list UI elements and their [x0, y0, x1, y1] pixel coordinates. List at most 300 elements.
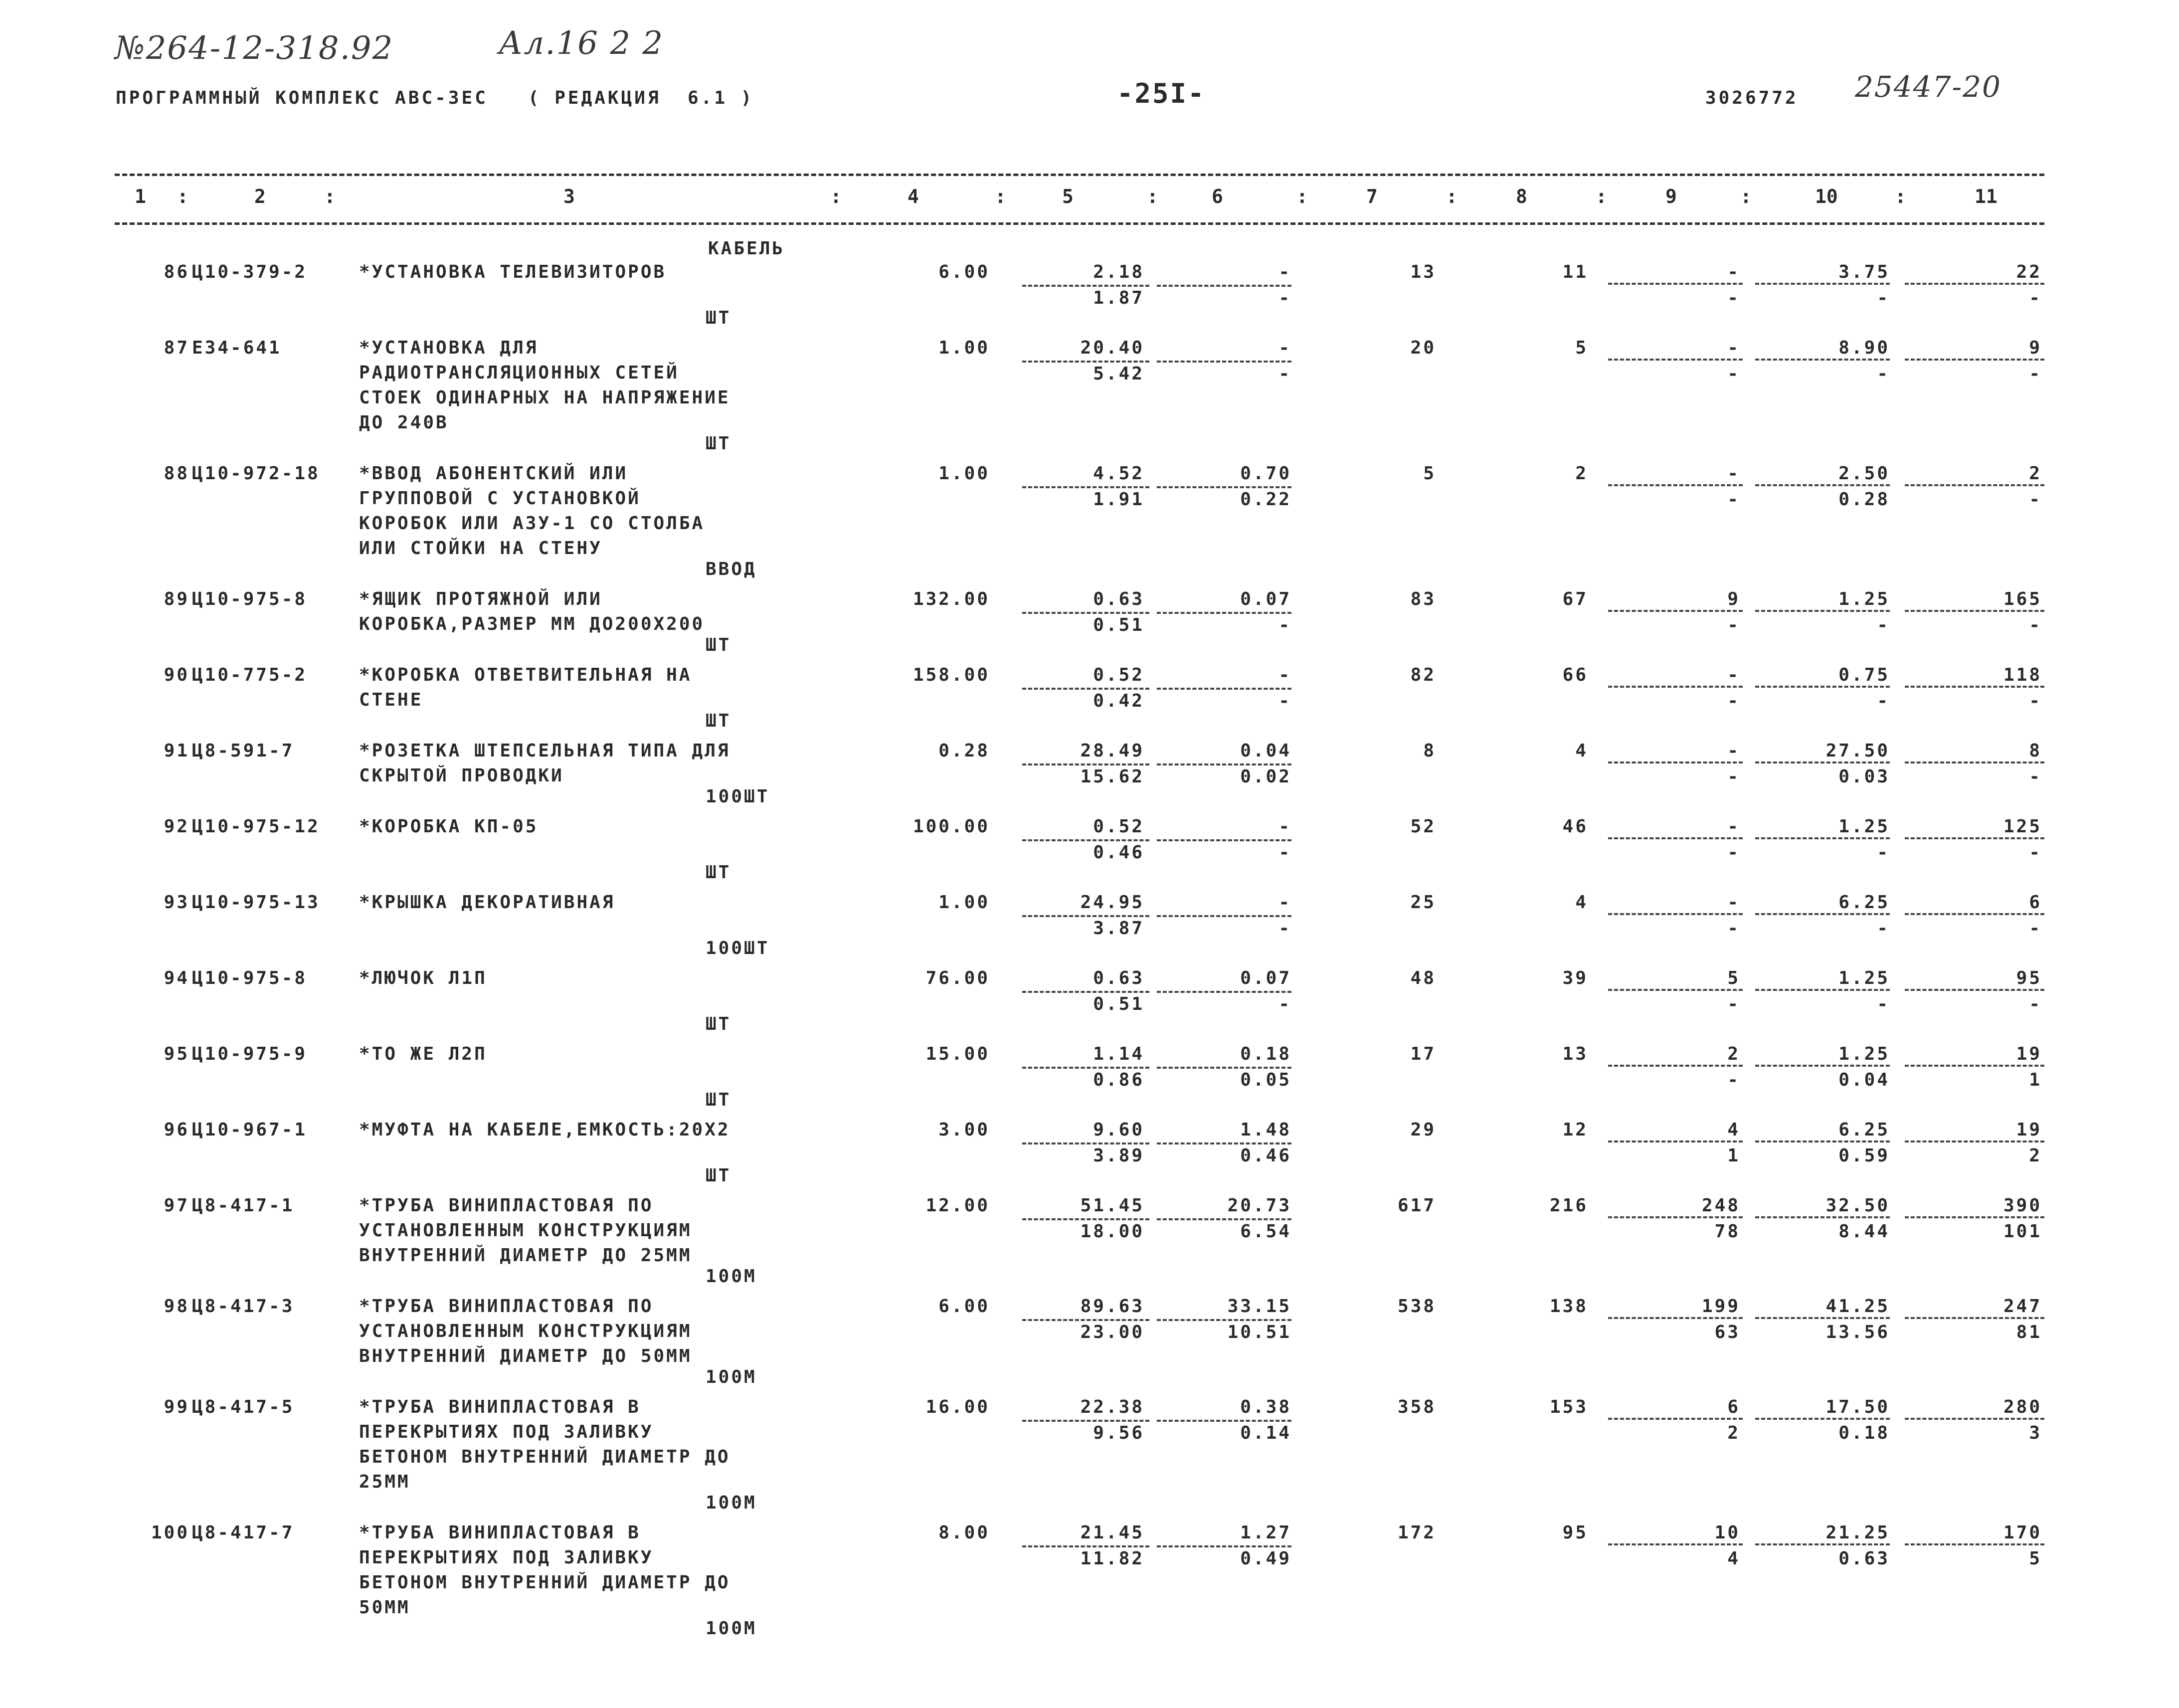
unit-machine-wages: 0.14	[1240, 1423, 1291, 1443]
row-separator	[1755, 1418, 1890, 1420]
labor-total: 19	[2016, 1120, 2042, 1140]
unit-machine-cost: 20.73	[1227, 1195, 1291, 1216]
unit-wages: 18.00	[1080, 1221, 1144, 1242]
row-separator	[1022, 1319, 1149, 1321]
total-cost: 13	[1410, 262, 1436, 282]
work-name: *ЯЩИК ПРОТЯЖНОЙ ИЛИ	[359, 589, 602, 609]
labor-machine-unit: -	[1877, 994, 1890, 1014]
row-separator	[1022, 1420, 1149, 1422]
unit-of-measure: ШТ	[706, 1014, 731, 1034]
labor-machine-unit: -	[1877, 691, 1890, 711]
unit-machine-wages: 0.02	[1240, 766, 1291, 787]
labor-unit: 27.50	[1825, 741, 1890, 761]
total-machine-wages: -	[1727, 489, 1740, 510]
labor-unit: 8.90	[1838, 338, 1890, 358]
labor-total: 247	[2003, 1296, 2042, 1317]
row-separator	[1905, 484, 2044, 486]
labor-unit: 0.75	[1838, 665, 1890, 685]
page-number: -25I-	[1117, 78, 1206, 109]
work-name: СТЕНЕ	[359, 690, 423, 710]
total-machine-wages: -	[1727, 615, 1740, 635]
column-separator: :	[324, 186, 336, 207]
unit-cost: 4.52	[1093, 463, 1144, 484]
row-separator	[1608, 1543, 1743, 1545]
total-wages: 2	[1575, 463, 1588, 484]
row-separator	[1905, 761, 2044, 763]
rate-code: Ц10-775-2	[192, 665, 308, 685]
unit-machine-cost: 0.04	[1240, 741, 1291, 761]
total-machine-wages: -	[1727, 994, 1740, 1014]
unit-machine-cost: -	[1278, 665, 1291, 685]
unit-cost: 2.18	[1093, 262, 1144, 282]
quantity: 0.28	[938, 741, 990, 761]
work-name: *РОЗЕТКА ШТЕПСЕЛЬНАЯ ТИПА ДЛЯ	[359, 741, 730, 761]
labor-total: 2	[2029, 463, 2042, 484]
row-separator	[1608, 761, 1743, 763]
row-separator	[1157, 763, 1291, 765]
labor-unit: 17.50	[1825, 1397, 1890, 1417]
row-separator	[1022, 1067, 1149, 1069]
total-cost: 29	[1410, 1120, 1436, 1140]
quantity: 100.00	[912, 816, 990, 837]
row-separator	[1022, 763, 1149, 765]
unit-wages: 9.56	[1093, 1423, 1144, 1443]
row-separator	[1157, 612, 1291, 614]
total-cost: 52	[1410, 816, 1436, 837]
rate-code: Ц10-975-12	[192, 816, 320, 837]
total-machine: -	[1727, 262, 1740, 282]
unit-of-measure: 100М	[706, 1367, 757, 1387]
total-machine: 199	[1701, 1296, 1740, 1317]
handwritten-code: 25447-20	[1855, 70, 2001, 104]
quantity: 158.00	[912, 665, 990, 685]
total-machine: -	[1727, 463, 1740, 484]
total-wages: 4	[1575, 741, 1588, 761]
quantity: 8.00	[938, 1522, 990, 1543]
quantity: 1.00	[938, 463, 990, 484]
total-machine-wages: -	[1727, 364, 1740, 384]
labor-total: 165	[2003, 589, 2042, 609]
row-separator	[1157, 285, 1291, 287]
row-separator	[1157, 1067, 1291, 1069]
rate-code: Ц8-417-3	[192, 1296, 295, 1317]
column-separator: :	[1446, 186, 1457, 207]
labor-machine-total: 101	[2003, 1221, 2042, 1242]
row-separator	[1022, 612, 1149, 614]
row-separator	[1905, 913, 2044, 915]
row-separator	[1608, 359, 1743, 361]
row-separator	[1157, 1142, 1291, 1144]
unit-wages: 15.62	[1080, 766, 1144, 787]
labor-unit: 1.25	[1838, 589, 1890, 609]
rate-code: Ц10-975-8	[192, 968, 308, 988]
work-name: БЕТОНОМ ВНУТРЕННИЙ ДИАМЕТР ДО	[359, 1447, 730, 1467]
row-separator	[1157, 361, 1291, 363]
total-machine: -	[1727, 665, 1740, 685]
total-cost: 20	[1410, 338, 1436, 358]
carry-unit: КАБЕЛЬ	[708, 238, 785, 259]
quantity: 1.00	[938, 338, 990, 358]
row-separator	[1022, 285, 1149, 287]
labor-machine-unit: 8.44	[1838, 1221, 1890, 1242]
work-name: *ТРУБА ВИНИПЛАСТОВАЯ В	[359, 1522, 641, 1543]
quantity: 6.00	[938, 1296, 990, 1317]
row-separator	[1157, 991, 1291, 993]
row-separator	[1905, 359, 2044, 361]
total-cost: 83	[1410, 589, 1436, 609]
labor-machine-unit: -	[1877, 615, 1890, 635]
total-machine: 248	[1701, 1195, 1740, 1216]
row-number: 86	[164, 262, 189, 282]
unit-cost: 21.45	[1080, 1522, 1144, 1543]
row-separator	[1755, 761, 1890, 763]
labor-total: 19	[2016, 1044, 2042, 1064]
total-cost: 17	[1410, 1044, 1436, 1064]
row-separator	[1608, 283, 1743, 285]
column-separator: :	[177, 186, 188, 207]
row-separator	[1022, 1218, 1149, 1220]
rate-code: Ц10-975-13	[192, 892, 320, 913]
work-name: СТОЕК ОДИНАРНЫХ НА НАПРЯЖЕНИЕ	[359, 387, 730, 408]
unit-of-measure: 100М	[706, 1266, 757, 1287]
total-cost: 8	[1423, 741, 1436, 761]
total-cost: 25	[1410, 892, 1436, 913]
unit-cost: 51.45	[1080, 1195, 1144, 1216]
row-separator	[1905, 989, 2044, 991]
work-name: ВНУТРЕННИЙ ДИАМЕТР ДО 50ММ	[359, 1346, 692, 1366]
total-cost: 538	[1397, 1296, 1436, 1317]
rate-code: Ц8-417-7	[192, 1522, 295, 1543]
row-separator	[1755, 1140, 1890, 1142]
row-separator	[1608, 484, 1743, 486]
row-number: 92	[164, 816, 189, 837]
labor-machine-unit: -	[1877, 918, 1890, 939]
total-wages: 153	[1549, 1397, 1588, 1417]
row-separator	[1905, 283, 2044, 285]
column-header-11: 11	[1975, 186, 1997, 207]
row-separator	[1608, 1216, 1743, 1218]
unit-machine-cost: 0.70	[1240, 463, 1291, 484]
labor-unit: 32.50	[1825, 1195, 1890, 1216]
work-name: ГРУППОВОЙ С УСТАНОВКОЙ	[359, 488, 641, 509]
total-wages: 216	[1549, 1195, 1588, 1216]
row-separator	[1905, 1317, 2044, 1319]
total-machine: 4	[1727, 1120, 1740, 1140]
total-wages: 39	[1562, 968, 1588, 988]
unit-machine-wages: 0.49	[1240, 1548, 1291, 1569]
unit-machine-wages: 0.22	[1240, 489, 1291, 510]
unit-wages: 0.51	[1093, 615, 1144, 635]
row-separator	[1022, 486, 1149, 488]
unit-wages: 3.89	[1093, 1145, 1144, 1166]
column-header-2: 2	[254, 186, 266, 207]
unit-machine-cost: -	[1278, 816, 1291, 837]
row-number: 98	[164, 1296, 189, 1317]
row-number: 87	[164, 338, 189, 358]
rate-code: Ц8-417-1	[192, 1195, 295, 1216]
row-separator	[1157, 1319, 1291, 1321]
row-separator	[1755, 484, 1890, 486]
quantity: 3.00	[938, 1120, 990, 1140]
labor-unit: 1.25	[1838, 968, 1890, 988]
row-number: 95	[164, 1044, 189, 1064]
total-machine-wages: -	[1727, 766, 1740, 787]
row-separator	[1905, 837, 2044, 839]
unit-machine-cost: 1.27	[1240, 1522, 1291, 1543]
program-title: ПРОГРАММНЫЙ КОМПЛЕКС АВС-3ЕС ( РЕДАКЦИЯ 6.1 )	[116, 88, 754, 108]
total-wages: 46	[1562, 816, 1588, 837]
total-machine: 5	[1727, 968, 1740, 988]
work-name: *ТРУБА ВИНИПЛАСТОВАЯ В	[359, 1397, 641, 1417]
unit-machine-wages: -	[1278, 691, 1291, 711]
work-name: *ЛЮЧОК Л1П	[359, 968, 487, 988]
total-cost: 358	[1397, 1397, 1436, 1417]
unit-machine-wages: -	[1278, 994, 1291, 1014]
total-machine-wages: 63	[1714, 1322, 1740, 1342]
work-name: ПЕРЕКРЫТИЯХ ПОД ЗАЛИВКУ	[359, 1422, 654, 1442]
rate-code: Е34-641	[192, 338, 282, 358]
quantity: 16.00	[925, 1397, 990, 1417]
work-name: *КРЫШКА ДЕКОРАТИВНАЯ	[359, 892, 615, 913]
labor-machine-unit: 0.04	[1838, 1070, 1890, 1090]
row-separator	[1608, 610, 1743, 612]
total-machine: -	[1727, 741, 1740, 761]
row-separator	[1157, 1545, 1291, 1547]
unit-machine-wages: -	[1278, 364, 1291, 384]
row-number: 89	[164, 589, 189, 609]
labor-machine-unit: -	[1877, 364, 1890, 384]
column-header-9: 9	[1665, 186, 1677, 207]
labor-machine-total: -	[2029, 364, 2042, 384]
total-cost: 617	[1397, 1195, 1436, 1216]
row-number: 94	[164, 968, 189, 988]
work-name: СКРЫТОЙ ПРОВОДКИ	[359, 765, 564, 786]
work-name: *ТРУБА ВИНИПЛАСТОВАЯ ПО	[359, 1195, 654, 1216]
row-separator	[1608, 837, 1743, 839]
work-name: *ВВОД АБОНЕНТСКИЙ ИЛИ	[359, 463, 628, 484]
row-separator	[1755, 913, 1890, 915]
unit-machine-cost: 0.38	[1240, 1397, 1291, 1417]
row-number: 97	[164, 1195, 189, 1216]
unit-machine-wages: 0.46	[1240, 1145, 1291, 1166]
unit-of-measure: 100М	[706, 1493, 757, 1513]
row-separator	[1755, 359, 1890, 361]
work-name: КОРОБКА,РАЗМЕР ММ ДО200Х200	[359, 614, 705, 634]
labor-machine-total: 3	[2029, 1423, 2042, 1443]
row-number: 96	[164, 1120, 189, 1140]
column-separator: :	[1147, 186, 1158, 207]
row-separator	[1022, 1545, 1149, 1547]
row-separator	[1157, 839, 1291, 841]
unit-cost: 0.63	[1093, 589, 1144, 609]
unit-machine-cost: 0.07	[1240, 589, 1291, 609]
total-cost: 82	[1410, 665, 1436, 685]
total-wages: 138	[1549, 1296, 1588, 1317]
row-separator	[1755, 837, 1890, 839]
labor-unit: 6.25	[1838, 892, 1890, 913]
unit-cost: 1.14	[1093, 1044, 1144, 1064]
row-separator	[1905, 1140, 2044, 1142]
labor-machine-total: 1	[2029, 1070, 2042, 1090]
unit-machine-cost: 0.18	[1240, 1044, 1291, 1064]
quantity: 15.00	[925, 1044, 990, 1064]
unit-cost: 9.60	[1093, 1120, 1144, 1140]
unit-cost: 22.38	[1080, 1397, 1144, 1417]
unit-wages: 23.00	[1080, 1322, 1144, 1342]
row-number: 93	[164, 892, 189, 913]
row-separator	[1022, 839, 1149, 841]
labor-machine-total: -	[2029, 489, 2042, 510]
row-separator	[1608, 686, 1743, 688]
total-machine-wages: -	[1727, 1070, 1740, 1090]
unit-machine-cost: 1.48	[1240, 1120, 1291, 1140]
labor-total: 170	[2003, 1522, 2042, 1543]
work-name: ДО 240В	[359, 412, 449, 433]
work-name: КОРОБОК ИЛИ АЗУ-1 СО СТОЛБА	[359, 513, 705, 534]
row-separator	[1755, 1065, 1890, 1067]
row-separator	[1157, 486, 1291, 488]
row-separator	[1755, 610, 1890, 612]
column-separator: :	[1895, 186, 1906, 207]
row-separator	[1022, 361, 1149, 363]
unit-of-measure: ШТ	[706, 308, 731, 328]
labor-unit: 2.50	[1838, 463, 1890, 484]
column-header-7: 7	[1366, 186, 1378, 207]
column-separator: :	[830, 186, 842, 207]
column-header-5: 5	[1062, 186, 1074, 207]
unit-of-measure: ШТ	[706, 711, 731, 731]
document-code: 3026772	[1705, 88, 1799, 108]
unit-of-measure: ШТ	[706, 635, 731, 655]
column-header-1: 1	[135, 186, 146, 207]
row-separator	[1608, 913, 1743, 915]
unit-wages: 3.87	[1093, 918, 1144, 939]
total-machine-wages: 4	[1727, 1548, 1740, 1569]
work-name: *МУФТА НА КАБЕЛЕ,ЕМКОСТЬ:20Х2	[359, 1120, 730, 1140]
unit-machine-wages: -	[1278, 842, 1291, 863]
row-separator	[1755, 1543, 1890, 1545]
rate-code: Ц10-972-18	[192, 463, 320, 484]
row-number: 99	[164, 1397, 189, 1417]
labor-total: 280	[2003, 1397, 2042, 1417]
labor-machine-total: -	[2029, 766, 2042, 787]
total-machine: -	[1727, 816, 1740, 837]
column-separator: :	[1296, 186, 1308, 207]
total-machine-wages: 2	[1727, 1423, 1740, 1443]
column-separator: :	[1596, 186, 1607, 207]
total-wages: 13	[1562, 1044, 1588, 1064]
unit-cost: 28.49	[1080, 741, 1144, 761]
labor-machine-unit: 0.28	[1838, 489, 1890, 510]
unit-machine-cost: -	[1278, 892, 1291, 913]
column-header-3: 3	[563, 186, 575, 207]
labor-unit: 6.25	[1838, 1120, 1890, 1140]
labor-machine-total: -	[2029, 994, 2042, 1014]
rate-code: Ц10-975-9	[192, 1044, 308, 1064]
rate-code: Ц10-379-2	[192, 262, 308, 282]
row-separator	[1608, 1317, 1743, 1319]
labor-machine-total: -	[2029, 918, 2042, 939]
row-separator	[1755, 283, 1890, 285]
handwritten-album: Ал.16 2 2	[499, 25, 664, 62]
header-bottom-rule	[115, 222, 2044, 225]
unit-of-measure: ШТ	[706, 1090, 731, 1110]
total-machine-wages: 78	[1714, 1221, 1740, 1242]
work-name: *УСТАНОВКА ТЕЛЕВИЗИТОРОВ	[359, 262, 667, 282]
row-separator	[1905, 1065, 2044, 1067]
total-wages: 4	[1575, 892, 1588, 913]
row-separator	[1022, 1142, 1149, 1144]
labor-machine-total: -	[2029, 691, 2042, 711]
column-header-6: 6	[1212, 186, 1223, 207]
total-machine: 6	[1727, 1397, 1740, 1417]
unit-of-measure: ВВОД	[706, 559, 757, 579]
column-separator: :	[1740, 186, 1752, 207]
unit-of-measure: ШТ	[706, 433, 731, 454]
column-separator: :	[995, 186, 1006, 207]
row-separator	[1905, 686, 2044, 688]
row-separator	[1022, 991, 1149, 993]
work-name: УСТАНОВЛЕННЫМ КОНСТРУКЦИЯМ	[359, 1321, 692, 1341]
total-machine: 9	[1727, 589, 1740, 609]
labor-total: 390	[2003, 1195, 2042, 1216]
total-machine: -	[1727, 338, 1740, 358]
work-name: *ТО ЖЕ Л2П	[359, 1044, 487, 1064]
total-machine: -	[1727, 892, 1740, 913]
row-separator	[1157, 688, 1291, 690]
unit-cost: 20.40	[1080, 338, 1144, 358]
labor-total: 125	[2003, 816, 2042, 837]
handwritten-doc-number: №264-12-318.92	[115, 30, 394, 67]
unit-cost: 0.52	[1093, 665, 1144, 685]
unit-cost: 0.52	[1093, 816, 1144, 837]
labor-machine-total: 81	[2016, 1322, 2042, 1342]
work-name: 25ММ	[359, 1472, 410, 1492]
row-separator	[1755, 1317, 1890, 1319]
labor-total: 8	[2029, 741, 2042, 761]
column-header-8: 8	[1516, 186, 1527, 207]
labor-machine-total: 5	[2029, 1548, 2042, 1569]
row-number: 100	[151, 1522, 189, 1543]
rate-code: Ц8-591-7	[192, 741, 295, 761]
unit-machine-wages: 10.51	[1227, 1322, 1291, 1342]
labor-machine-unit: -	[1877, 288, 1890, 308]
unit-machine-cost: 0.07	[1240, 968, 1291, 988]
total-machine: 2	[1727, 1044, 1740, 1064]
row-separator	[1608, 1065, 1743, 1067]
total-wages: 12	[1562, 1120, 1588, 1140]
total-wages: 67	[1562, 589, 1588, 609]
work-name: ИЛИ СТОЙКИ НА СТЕНУ	[359, 538, 602, 559]
unit-of-measure: 100М	[706, 1618, 757, 1639]
column-header-10: 10	[1815, 186, 1838, 207]
unit-machine-wages: -	[1278, 288, 1291, 308]
quantity: 132.00	[912, 589, 990, 609]
work-name: *КОРОБКА ОТВЕТВИТЕЛЬНАЯ НА	[359, 665, 692, 685]
labor-total: 6	[2029, 892, 2042, 913]
unit-wages: 0.42	[1093, 691, 1144, 711]
unit-of-measure: ШТ	[706, 862, 731, 883]
unit-cost: 0.63	[1093, 968, 1144, 988]
work-name: БЕТОНОМ ВНУТРЕННИЙ ДИАМЕТР ДО	[359, 1572, 730, 1593]
row-separator	[1905, 1216, 2044, 1218]
labor-machine-unit: 0.18	[1838, 1423, 1890, 1443]
labor-unit: 1.25	[1838, 816, 1890, 837]
rate-code: Ц8-417-5	[192, 1397, 295, 1417]
quantity: 6.00	[938, 262, 990, 282]
labor-machine-total: -	[2029, 288, 2042, 308]
work-name: *КОРОБКА КП-05	[359, 816, 539, 837]
